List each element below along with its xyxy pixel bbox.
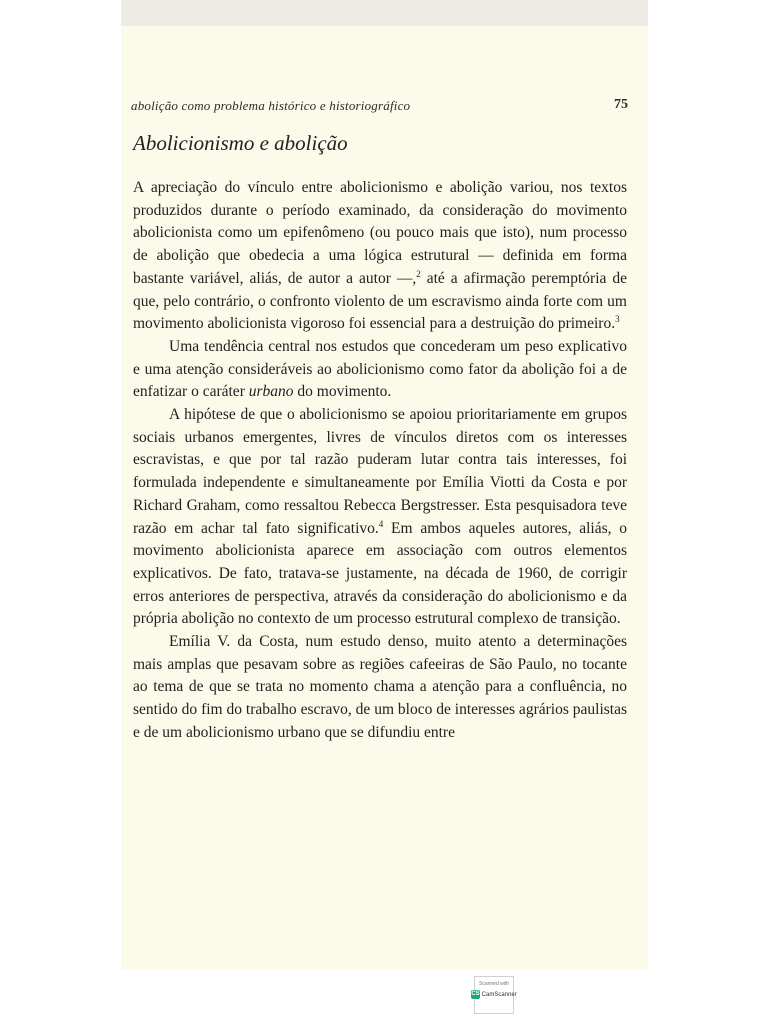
paragraph-4 xyxy=(133,631,627,745)
camscanner-icon: CS xyxy=(471,991,480,997)
paragraph-1-middle: até a afirmação peremptória de que, pelo contrário, o confronto violento de um escravismo ainda forte com um movimento abolicionista vigoroso foi essencial para a destruição do primeiro. xyxy=(133,269,627,333)
paragraph-2 xyxy=(133,336,627,404)
scan-top-band xyxy=(121,0,648,26)
footnote-ref-3: 3 xyxy=(615,314,620,325)
camscanner-name: CamScanner xyxy=(481,991,517,998)
paragraph-1-lead: A apreciação do vínculo entre abolicionismo e abolição variou, nos textos produzidos durante o período examinado, da consideração do movimento abolicionista como um epifenômeno (ou pouco mais que isto), num processo de abolição que obedecia a uma lógica estrutural — definida em forma bastante variável, aliás, de autor a autor —, xyxy=(133,179,627,287)
page-number: 75 xyxy=(614,97,628,112)
camscanner-badge xyxy=(471,976,517,1014)
paragraph-2-emphasis: urbano xyxy=(248,383,294,401)
book-page xyxy=(121,26,648,970)
paragraph-1 xyxy=(133,177,627,336)
paragraph-3-before: A hipótese de que o abolicionismo se apoiou prioritariamente em grupos sociais urbanos emergentes, livres de vínculos diretos com os interesses escravistas, e que por tal razão puderam lutar contra tais interesses, foi formulada independente e simultaneamente por Emília Viotti da Costa e por Richard Graham, como ressaltou Rebecca Bergstresser. Esta pesquisadora teve razão em achar tal fato significativo. xyxy=(133,406,627,537)
paragraph-2-after: do movimento. xyxy=(293,383,392,401)
section-title: Abolicionismo e abolição xyxy=(133,131,348,155)
paragraph-4-text: Emília V. da Costa, num estudo denso, muito atento a determinações mais amplas que pesavam sobre as regiões cafeeiras de São Paulo, no tocante ao tema de que se trata no momento chama a atenção para a confluência, no sentido do fim do trabalho escravo, de um bloco de interesses agrários paulistas e de um abolicionismo urbano que se difundiu entre xyxy=(133,633,627,741)
camscanner-logo xyxy=(471,990,517,999)
body-text xyxy=(133,177,627,745)
footnote-ref-4: 4 xyxy=(378,518,384,529)
running-head: abolição como problema histórico e historiográfico xyxy=(131,98,411,113)
paragraph-3 xyxy=(133,404,627,631)
footnote-ref-2: 2 xyxy=(416,268,421,279)
paragraph-3-after: Em ambos aqueles autores, aliás, o movimento abolicionista aparece em associação com outros elementos explicativos. De fato, tratava-se justamente, na década de 1960, de corrigir erros anteriores de perspectiva, através da consideração do abolicionismo e da própria abolição no contexto de um processo estrutural complexo de transição. xyxy=(133,519,627,628)
scanned-with-label: Scanned with xyxy=(478,981,510,987)
paragraph-2-before: Uma tendência central nos estudos que concederam um peso explicativo e uma atenção consideráveis ao abolicionismo como fator da abolição foi a de enfatizar o caráter xyxy=(133,337,627,401)
